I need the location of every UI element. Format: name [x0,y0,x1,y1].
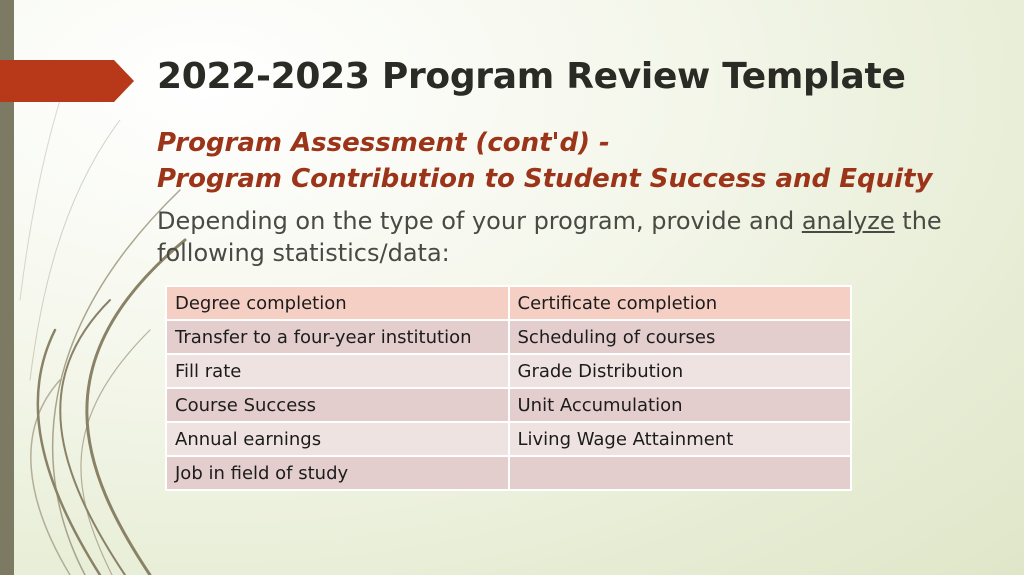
title-arrow-shape [0,60,134,102]
table-cell: Annual earnings [166,422,509,456]
table-cell-empty [509,456,852,490]
table-cell: Scheduling of courses [509,320,852,354]
instruction-text-start: Depending on the type of your program, provide and [157,207,802,235]
statistics-table [165,285,852,491]
table-cell: Fill rate [166,354,509,388]
table-cell: Job in field of study [166,456,509,490]
table-row [166,286,851,320]
table-row [166,354,851,388]
table-row [166,456,851,490]
table-row [166,422,851,456]
subtitle-line-2: Program Contribution to Student Success and Equity [157,164,933,194]
table-row [166,388,851,422]
table-cell: Degree completion [166,286,509,320]
subtitle-line-1: Program Assessment (cont'd) - [157,128,610,158]
table-cell: Course Success [166,388,509,422]
table-cell: Certificate completion [509,286,852,320]
table-cell: Unit Accumulation [509,388,852,422]
instruction-text [157,205,987,269]
instruction-text-end: the following statistics/data: [157,207,942,267]
instruction-underlined-word: analyze [801,207,895,235]
table-row [166,320,851,354]
slide-title: 2022-2023 Program Review Template [157,56,906,97]
table-cell: Transfer to a four-year institution [166,320,509,354]
table-cell: Grade Distribution [509,354,852,388]
table-cell: Living Wage Attainment [509,422,852,456]
slide-subtitle [157,125,932,197]
